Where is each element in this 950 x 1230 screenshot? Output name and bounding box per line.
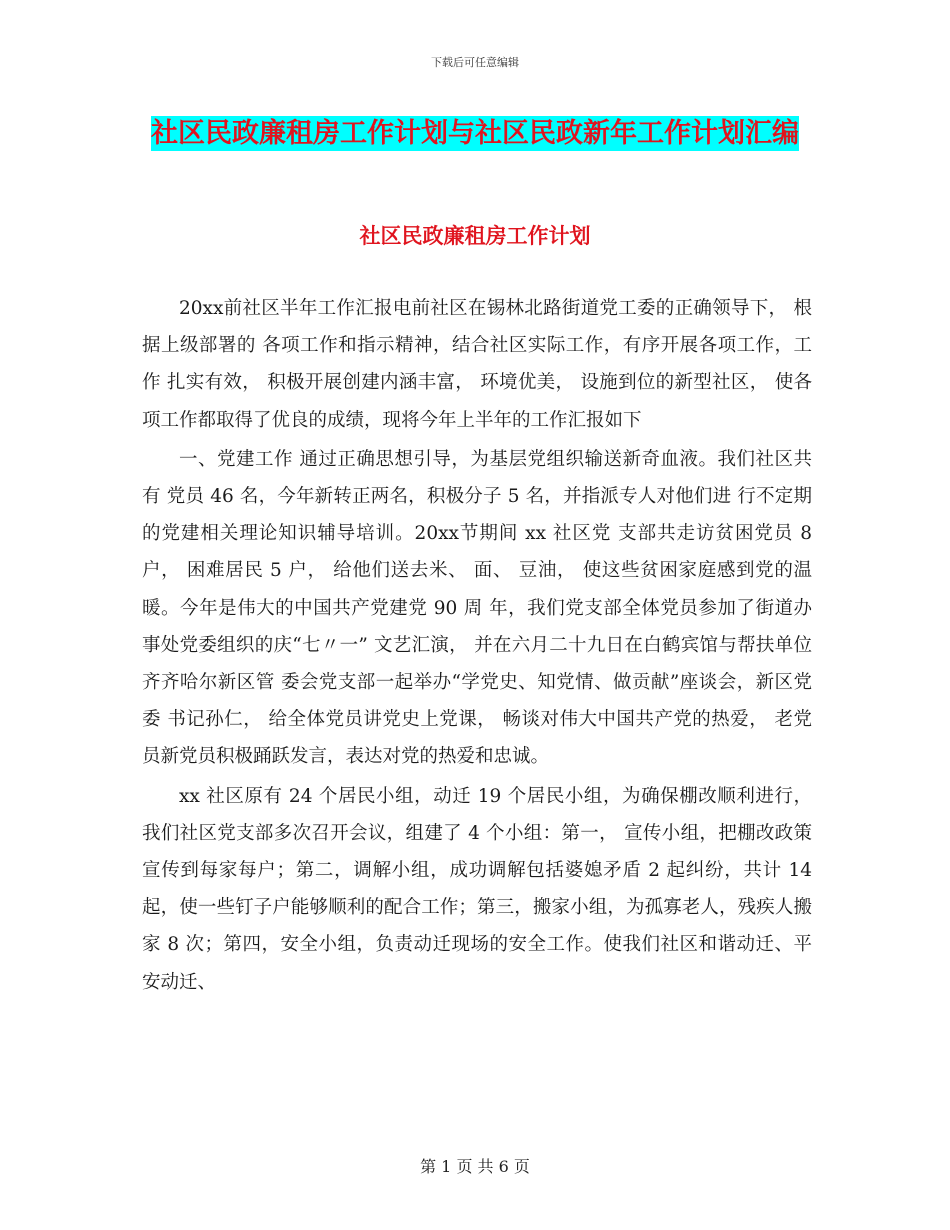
section-title: 社区民政廉租房工作计划	[359, 224, 591, 248]
document-title-text: 社区民政廉租房工作计划与社区民政新年工作计划汇编	[151, 118, 799, 149]
page-footer: 第 1 页 共 6 页	[420, 1157, 530, 1176]
header-note: 下载后可任意编辑	[431, 56, 519, 69]
paragraph-relocation: xx 社区原有 24 个居民小组，动迁 19 个居民小组，为确保棚改顺利进行， 我们社区党支部多次召开会议，组建了 4 个小组：第一， 宣传小组，把棚改政策宣传到每家每户；第二，调解小组，成功调解包括婆媳矛盾 2 起纠纷，共计 14 起，使一些钉子户能够顺利的配合工作；第三，搬家小组，为孤寡老人，残疾人搬家 8 次；第四，安全小组，负责动迁现场的安全工作。使我们社区和谐动迁、平安动迁、	[142, 785, 812, 993]
document-title	[140, 112, 810, 156]
document-body	[142, 290, 812, 1003]
paragraph-intro: 20xx前社区半年工作汇报电前社区在锡林北路街道党工委的正确领导下， 根据上级部署的 各项工作和指示精神，结合社区实际工作，有序开展各项工作，工作 扎实有效， 积极开展创建内涵丰富， 环境优美， 设施到位的新型社区， 使各项工作都取得了优良的成绩，现将今年上半年的工作汇报如下	[142, 298, 812, 431]
paragraph-party-building: 一、党建工作 通过正确思想引导，为基层党组织输送新奇血液。我们社区共有 党员 46 名，今年新转正两名，积极分子 5 名，并指派专人对他们进 行不定期的党建相关理论知识辅导培训。20xx节期间 xx 社区党 支部共走访贫困党员 8 户， 困难居民 5 户， 给他们送去米、 面、 豆油， 使这些贫困家庭感到党的温暖。今年是伟大的中国共产党建党 90 周 年，我们党支部全体党员参加了街道办事处党委组织的庆“七〃一” 文艺汇演， 并在六月二十九日在白鹤宾馆与帮扶单位齐齐哈尔新区管 委会党支部一起举办“学党史、知党情、做贡献”座谈会，新区党委 书记孙仁， 给全体党员讲党史上党课， 畅谈对伟大中国共产党的热爱， 老党员新党员积极踊跃发言，表达对党的热爱和忠诚。	[142, 448, 813, 768]
